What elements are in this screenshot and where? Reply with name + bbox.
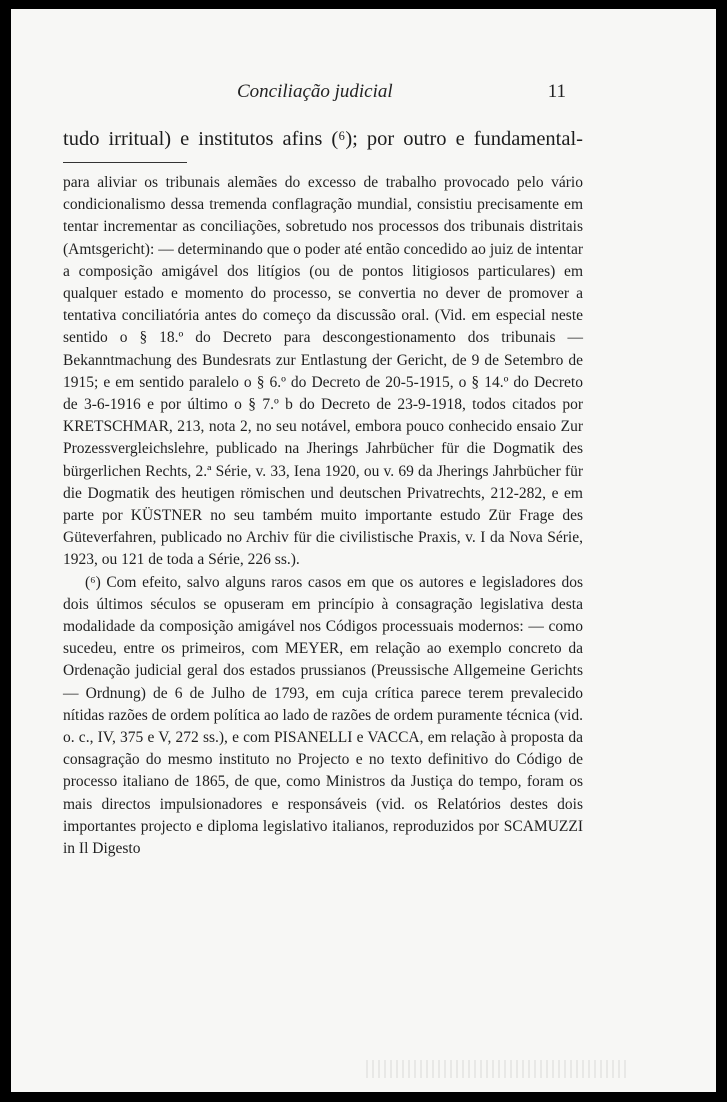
footnote-continuation: para aliviar os tribunais alemães do excesso de trabalho provocado pelo vário condicionalismo dessa tremenda conflagração mundial, consistiu precisamente em tentar incrementar as conciliações, sobretudo nos processos dos tribunais distritais (Amtsgericht): — determinando que o poder até então concedido ao juiz de intentar a composição amigável dos litígios (ou de pontos litigiosos particulares) em qualquer estado e momento do processo, se convertia no dever de promover a tentativa conciliatória antes do começo da discussão oral. (Vid. em especial neste sentido o § 18.º do Decreto para descongestionamento dos tribunais — Bekanntmachung des Bundesrats zur Entlastung der Gericht, de 9 de Setembro de 1915; e em sentido paralelo o § 6.º do Decreto de 20-5-1915, o § 14.º do Decreto de 3-6-1916 e por último o § 7.º b do Decreto de 23-9-1918, todos citados por KRETSCHMAR, 213, nota 2, no seu notável, embora pouco conhecido ensaio Zur Prozessvergleichslehre, publicado na Jherings Jahrbücher für die Dogmatik des bürgerlichen Rechts, 2.ª Série, v. 33, Iena 1920, ou v. 69 da Jherings Jahrbücher für die Dogmatik des heutigen römischen und deutschen Privatrechts, 212-282, e em parte por KÜSTNER no seu também muito importante estudo Zür Frage des Güteverfahren, publicado no Archiv für die civilistische Praxis, v. I da Nova Série, 1923, ou 121 de toda a Série, 226 ss.). bbox=[63, 174, 583, 569]
footnote-6-text: Com efeito, salvo alguns raros casos em que os autores e legisladores dos dois últimos séculos se opuseram em princípio à consagração legislativa desta modalidade da composição amigável nos Códigos processuais modernos: — como sucedeu, entre os primeiros, com MEYER, em relação ao exemplo concreto da Ordenação judicial geral dos estados prussianos (Preussische Allgemeine Gerichts — Ordnung) de 6 de Julho de 1793, em cuja crítica parece terem prevalecido nítidas razões de ordem política ao lado de razões de ordem puramente técnica (vid. o. c., IV, 375 e V, 272 ss.), e com PISANELLI e VACCA, em relação à proposta da consagração do mesmo instituto no Projecto e no texto definitivo do Código de processo italiano de 1865, de que, como Ministros da Justiça do tempo, foram os mais directos impulsionadores e responsáveis (vid. os Relatórios destes dois importantes projecto e diploma legislativo italianos, reproduzidos por SCAMUZZI in Il Digesto bbox=[63, 573, 583, 858]
footnote-6-marker: (⁶) bbox=[85, 573, 101, 591]
page-header bbox=[11, 81, 716, 105]
scan-artifact bbox=[366, 1060, 626, 1078]
footnotes bbox=[63, 172, 583, 860]
running-title: Conciliação judicial bbox=[237, 81, 393, 102]
footnote-separator bbox=[63, 162, 187, 163]
body-text-line: tudo irritual) e institutos afins (⁶); por outro e fundamental- bbox=[63, 128, 583, 150]
book-page bbox=[11, 9, 716, 1092]
page-number: 11 bbox=[547, 81, 566, 102]
footnote-6 bbox=[63, 572, 583, 861]
